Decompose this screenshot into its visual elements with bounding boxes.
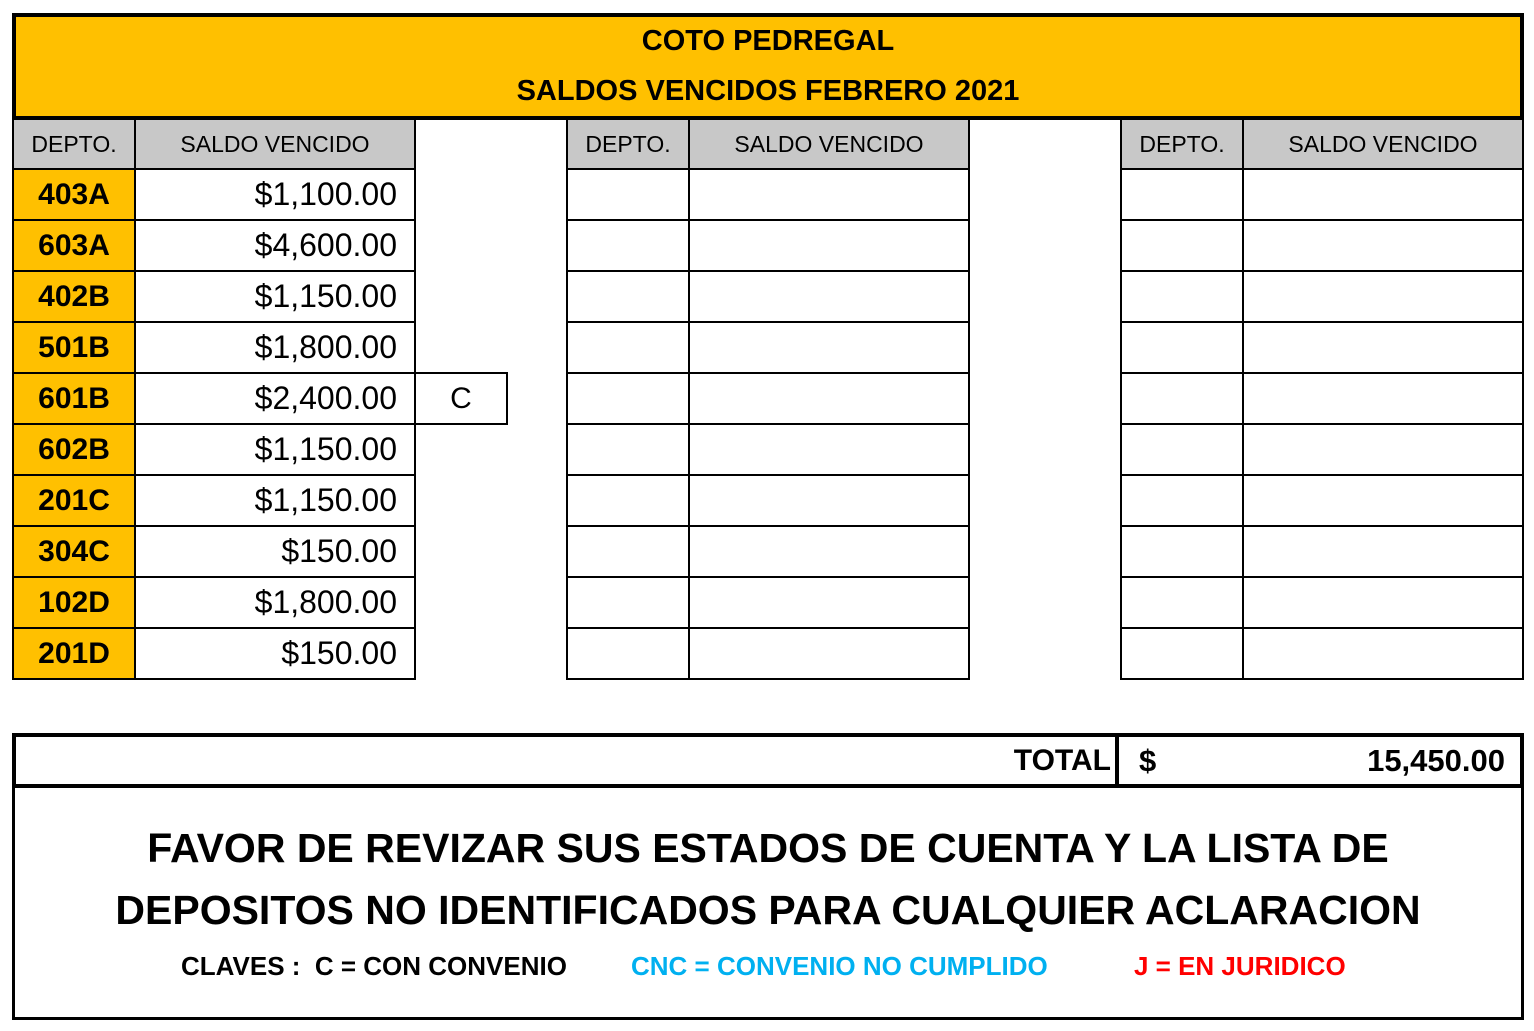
saldo-cell: $1,150.00 <box>136 425 416 476</box>
saldo-cell <box>1244 221 1524 272</box>
saldo-cell <box>1244 527 1524 578</box>
depto-cell: 102D <box>14 578 136 629</box>
column-header-saldo: SALDO VENCIDO <box>136 120 416 170</box>
column-header-depto: DEPTO. <box>1122 120 1244 170</box>
depto-cell <box>568 425 690 476</box>
depto-cell <box>568 629 690 680</box>
saldo-cell <box>690 272 970 323</box>
total-amount: 15,450.00 <box>1367 742 1505 778</box>
depto-cell <box>1122 221 1244 272</box>
total-value <box>1115 737 1520 784</box>
table-row <box>1122 425 1524 476</box>
table-row <box>568 629 970 680</box>
table-row <box>1122 323 1524 374</box>
depto-cell <box>568 578 690 629</box>
depto-cell <box>1122 170 1244 221</box>
depto-cell <box>1122 425 1244 476</box>
table-row <box>1122 476 1524 527</box>
table-row <box>568 527 970 578</box>
total-currency: $ <box>1139 742 1157 778</box>
page-subtitle: SALDOS VENCIDOS FEBRERO 2021 <box>516 75 1020 107</box>
balance-table-3 <box>1120 120 1524 680</box>
table-row <box>1122 221 1524 272</box>
depto-cell: 201C <box>14 476 136 527</box>
table-row <box>1122 527 1524 578</box>
table-row <box>14 425 416 476</box>
saldo-cell <box>690 221 970 272</box>
table-header-row <box>1122 120 1524 170</box>
saldo-cell: $1,800.00 <box>136 323 416 374</box>
table-row <box>568 221 970 272</box>
depto-cell: 201D <box>14 629 136 680</box>
table-header-row <box>14 120 416 170</box>
saldo-cell: $2,400.00 <box>136 374 416 425</box>
saldo-cell <box>690 425 970 476</box>
table-row <box>14 629 416 680</box>
depto-cell: 304C <box>14 527 136 578</box>
saldo-cell <box>1244 476 1524 527</box>
saldo-cell <box>690 170 970 221</box>
saldo-cell <box>1244 425 1524 476</box>
table-row <box>14 374 472 425</box>
column-header-saldo: SALDO VENCIDO <box>690 120 970 170</box>
depto-cell: 603A <box>14 221 136 272</box>
saldo-cell <box>1244 578 1524 629</box>
saldo-cell <box>690 527 970 578</box>
table-row <box>568 578 970 629</box>
title-banner <box>12 13 1524 120</box>
table-row <box>568 476 970 527</box>
table-row <box>1122 629 1524 680</box>
depto-cell <box>1122 527 1244 578</box>
depto-cell <box>568 374 690 425</box>
column-header-depto: DEPTO. <box>568 120 690 170</box>
page-title: COTO PEDREGAL <box>641 25 895 57</box>
depto-cell <box>568 323 690 374</box>
depto-cell <box>1122 374 1244 425</box>
saldo-cell <box>1244 629 1524 680</box>
notice-line-2: DEPOSITOS NO IDENTIFICADOS PARA CUALQUIER ACLARACION <box>115 887 1421 933</box>
depto-cell: 601B <box>14 374 136 425</box>
depto-cell: 403A <box>14 170 136 221</box>
table-row <box>14 272 416 323</box>
clave-cell: C <box>416 372 508 425</box>
saldo-cell <box>690 323 970 374</box>
saldo-cell <box>1244 170 1524 221</box>
saldo-cell: $1,150.00 <box>136 272 416 323</box>
table-row <box>14 578 416 629</box>
saldo-cell <box>1244 374 1524 425</box>
saldo-cell: $1,100.00 <box>136 170 416 221</box>
table-row <box>14 221 416 272</box>
table-row <box>568 323 970 374</box>
depto-cell <box>568 221 690 272</box>
table-row <box>1122 272 1524 323</box>
saldo-cell: $150.00 <box>136 629 416 680</box>
saldo-cell <box>1244 272 1524 323</box>
legend-en-juridico: J = EN JURIDICO <box>1134 951 1346 981</box>
table-row <box>1122 170 1524 221</box>
table-row <box>568 374 970 425</box>
total-row <box>12 733 1524 788</box>
saldo-cell: $4,600.00 <box>136 221 416 272</box>
total-label: TOTAL <box>1013 743 1111 777</box>
saldo-cell: $150.00 <box>136 527 416 578</box>
table-row <box>568 272 970 323</box>
table-row <box>1122 578 1524 629</box>
table-row <box>1122 374 1524 425</box>
depto-cell <box>568 272 690 323</box>
saldo-cell <box>1244 323 1524 374</box>
depto-cell: 602B <box>14 425 136 476</box>
legend-convenio-no-cumplido: CNC = CONVENIO NO CUMPLIDO <box>631 951 1048 981</box>
depto-cell <box>1122 323 1244 374</box>
saldo-cell: $1,800.00 <box>136 578 416 629</box>
depto-cell <box>1122 272 1244 323</box>
saldo-cell <box>690 629 970 680</box>
balance-table-2 <box>566 120 970 680</box>
legend-con-convenio: CLAVES : C = CON CONVENIO <box>181 951 567 981</box>
depto-cell <box>568 476 690 527</box>
notice-box <box>12 788 1524 1020</box>
depto-cell: 501B <box>14 323 136 374</box>
depto-cell: 402B <box>14 272 136 323</box>
table-header-row <box>568 120 970 170</box>
table-row <box>14 323 416 374</box>
table-row <box>568 170 970 221</box>
saldo-cell <box>690 476 970 527</box>
notice-line-1: FAVOR DE REVIZAR SUS ESTADOS DE CUENTA Y LA LISTA DE <box>147 825 1389 871</box>
depto-cell <box>1122 578 1244 629</box>
saldo-cell <box>690 578 970 629</box>
table-row <box>14 170 416 221</box>
table-row <box>568 425 970 476</box>
table-row <box>14 527 416 578</box>
table-row <box>14 476 416 527</box>
depto-cell <box>568 170 690 221</box>
saldo-cell: $1,150.00 <box>136 476 416 527</box>
depto-cell <box>1122 629 1244 680</box>
balance-table-1 <box>12 120 472 680</box>
depto-cell <box>1122 476 1244 527</box>
depto-cell <box>568 527 690 578</box>
column-header-depto: DEPTO. <box>14 120 136 170</box>
saldo-cell <box>690 374 970 425</box>
column-header-saldo: SALDO VENCIDO <box>1244 120 1524 170</box>
